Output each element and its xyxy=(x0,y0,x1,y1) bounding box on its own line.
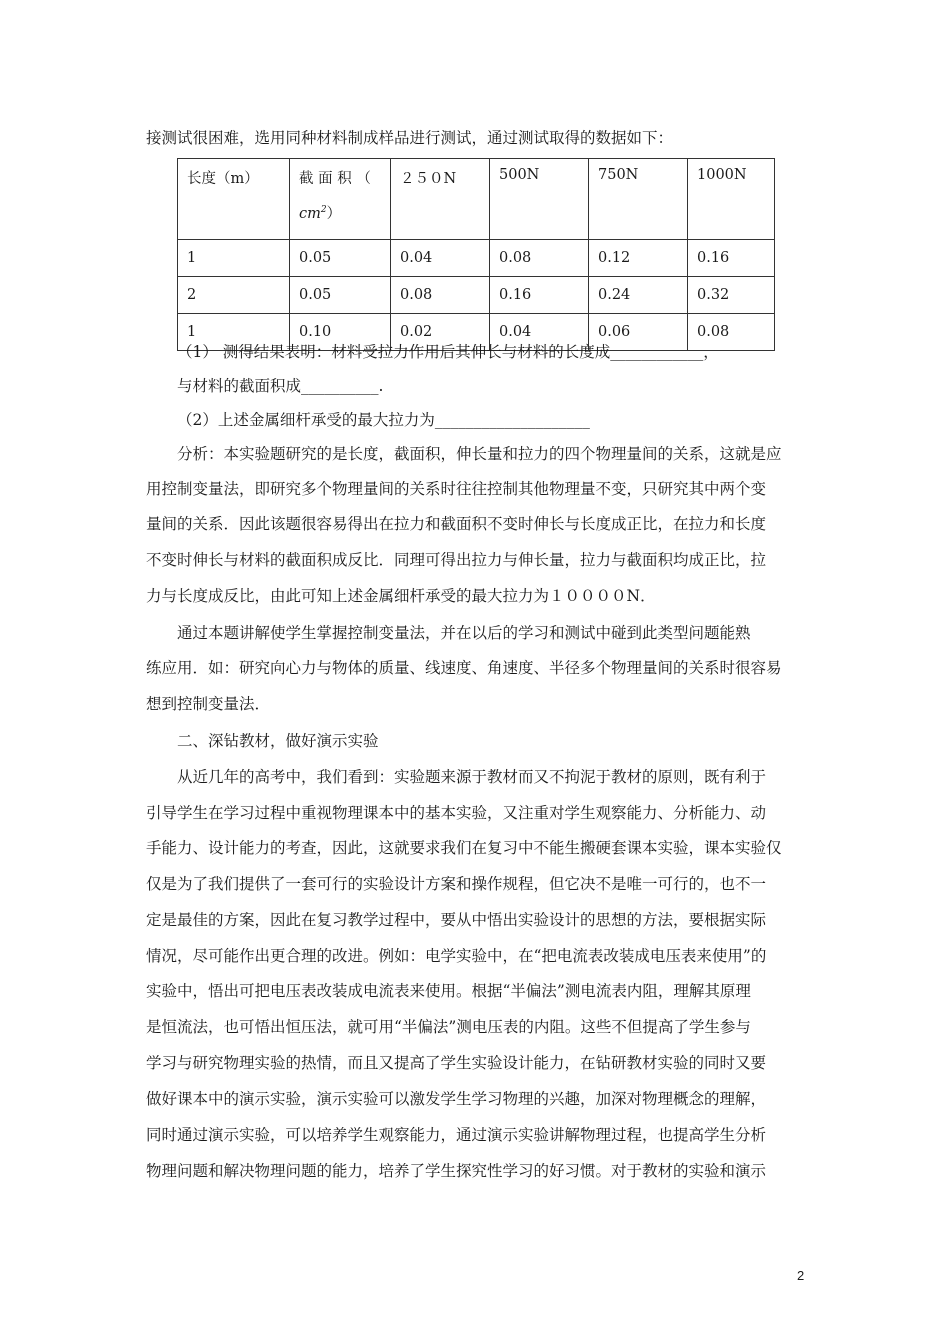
table-cell: 0.08 xyxy=(391,277,490,314)
table-cell: 0.32 xyxy=(688,277,775,314)
header-1000n: 1000N xyxy=(688,159,775,240)
section-body-line: 手能力、设计能力的考查，因此，这就要求我们在复习中不能生搬硬套课本实验，课本实验仅 xyxy=(146,839,782,857)
section-body-line: 物理问题和解决物理问题的能力，培养了学生探究性学习的好习惯。对于教材的实验和演示 xyxy=(146,1162,767,1180)
analysis-line: 量间的关系．因此该题很容易得出在拉力和截面积不变时伸长与长度成正比，在拉力和长度 xyxy=(146,515,767,533)
section-body-line: 实验中，悟出可把电压表改装成电流表来使用。根据“半偏法”测电流表内阻，理解其原理 xyxy=(146,982,751,1000)
table-cell: 1 xyxy=(178,240,290,277)
table-cell: 0.05 xyxy=(290,277,391,314)
section-heading: 二、深钻教材，做好演示实验 xyxy=(177,732,379,750)
teaching-line: 通过本题讲解使学生掌握控制变量法，并在以后的学习和测试中碰到此类型问题能熟 xyxy=(177,624,751,642)
header-area xyxy=(290,159,391,240)
header-750n: 750N xyxy=(589,159,688,240)
table-cell: 0.06 xyxy=(589,314,688,351)
question-1-line-1: （1） 测得结果表明：材料受拉力作用后其伸长与材料的长度成____________， xyxy=(177,343,719,361)
table-cell: 1 xyxy=(178,314,290,351)
table-cell: 0.10 xyxy=(290,314,391,351)
analysis-line: 不变时伸长与材料的截面积成反比．同理可得出拉力与伸长量，拉力与截面积均成正比，拉 xyxy=(146,551,767,569)
header-250n: ２５０N xyxy=(391,159,490,240)
section-body-line: 从近几年的高考中，我们看到：实验题来源于教材而又不拘泥于教材的原则，既有利于 xyxy=(177,768,767,786)
table-cell: 0.08 xyxy=(688,314,775,351)
question-1-line-2: 与材料的截面积成__________. xyxy=(177,377,384,395)
table-cell: 0.05 xyxy=(290,240,391,277)
section-body-line: 仅是为了我们提供了一套可行的实验设计方案和操作规程，但它决不是唯一可行的，也不一 xyxy=(146,875,767,893)
table-row xyxy=(178,240,775,277)
table-cell: 0.04 xyxy=(391,240,490,277)
section-body-line: 定是最佳的方案，因此在复习教学过程中，要从中悟出实验设计的思想的方法，要根据实际 xyxy=(146,911,767,929)
table-cell: 0.16 xyxy=(688,240,775,277)
data-table xyxy=(177,158,775,351)
section-body-line: 是恒流法，也可悟出恒压法，就可用“半偏法”测电压表的内阻。这些不但提高了学生参与 xyxy=(146,1018,751,1036)
table-cell: 2 xyxy=(178,277,290,314)
analysis-line: 分析：本实验题研究的是长度，截面积，伸长量和拉力的四个物理量间的关系，这就是应 xyxy=(177,445,782,463)
analysis-line: 用控制变量法，即研究多个物理量间的关系时往往控制其他物理量不变，只研究其中两个变 xyxy=(146,480,767,498)
header-500n: 500N xyxy=(490,159,589,240)
table-header-row xyxy=(178,159,775,240)
intro-line: 接测试很困难，选用同种材料制成样品进行测试，通过测试取得的数据如下： xyxy=(146,129,674,147)
section-body-line: 做好课本中的演示实验，演示实验可以激发学生学习物理的兴趣，加深对物理概念的理解， xyxy=(146,1090,767,1108)
table-cell: 0.12 xyxy=(589,240,688,277)
table-cell: 0.24 xyxy=(589,277,688,314)
table-row xyxy=(178,277,775,314)
area-unit: $cm^2$） xyxy=(299,205,342,222)
teaching-line: 想到控制变量法． xyxy=(146,695,271,713)
section-body-line: 引导学生在学习过程中重视物理课本中的基本实验，又注重对学生观察能力、分析能力、动 xyxy=(146,804,767,822)
section-body-line: 同时通过演示实验，可以培养学生观察能力，通过演示实验讲解物理过程，也提高学生分析 xyxy=(146,1126,767,1144)
section-body-line: 情况，尽可能作出更合理的改进。例如：电学实验中，在“把电流表改装成电压表来使用”的 xyxy=(146,947,767,965)
header-area-label: 截 面 积 （ xyxy=(299,171,371,187)
table-cell: 0.02 xyxy=(391,314,490,351)
table-cell: 0.08 xyxy=(490,240,589,277)
page-number: 2 xyxy=(797,1268,805,1283)
table-cell: 0.04 xyxy=(490,314,589,351)
question-2-line: （2）上述金属细杆承受的最大拉力为____________________ xyxy=(177,411,590,429)
teaching-line: 练应用．如：研究向心力与物体的质量、线速度、角速度、半径多个物理量间的关系时很容易 xyxy=(146,659,782,677)
header-length: 长度（m） xyxy=(178,159,290,240)
section-body-line: 学习与研究物理实验的热情，而且又提高了学生实验设计能力，在钻研教材实验的同时又要 xyxy=(146,1054,767,1072)
analysis-line: 力与长度成反比，由此可知上述金属细杆承受的最大拉力为１００００N． xyxy=(146,587,656,605)
table-cell: 0.16 xyxy=(490,277,589,314)
